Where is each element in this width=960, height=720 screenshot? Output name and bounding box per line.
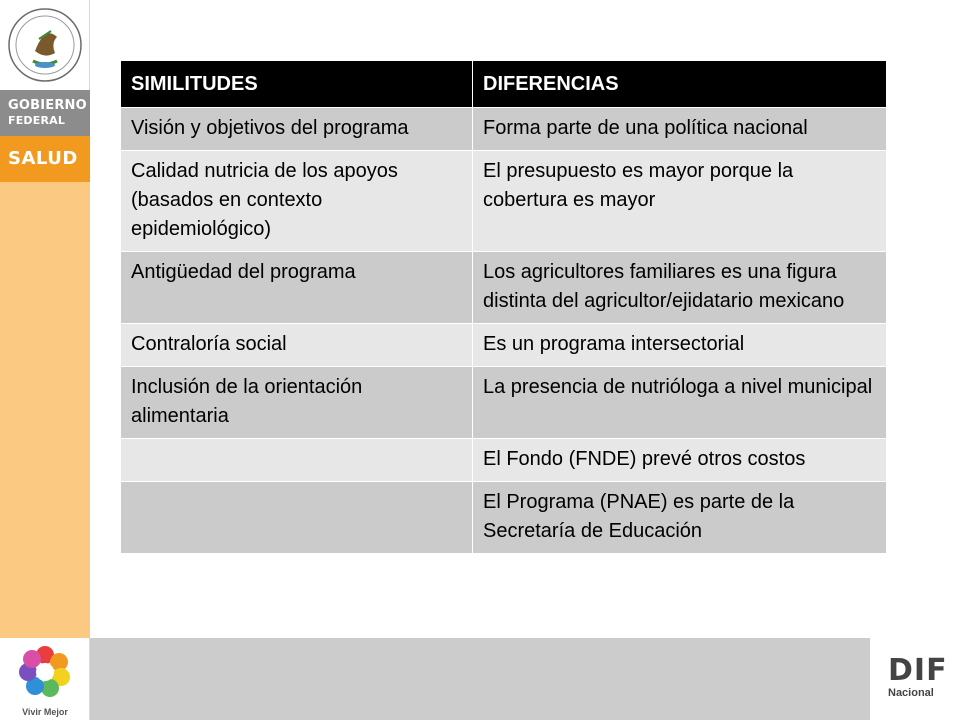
table-row <box>121 482 887 554</box>
diferencia-cell: Es un programa intersectorial <box>473 324 887 367</box>
column-header-similitudes: SIMILITUDES <box>121 61 473 108</box>
left-branding-band <box>0 0 90 720</box>
vivir-mejor-label: Vivir Mejor <box>22 707 68 717</box>
footer-bar <box>90 638 870 720</box>
comparison-table <box>120 60 887 554</box>
table-row <box>121 324 887 367</box>
diferencia-cell: El presupuesto es mayor porque la cobertura es mayor <box>473 151 887 252</box>
table-row <box>121 252 887 324</box>
comparison-table-container <box>120 60 886 554</box>
diferencia-cell: La presencia de nutrióloga a nivel municipal <box>473 367 887 439</box>
vivir-mejor-logo <box>0 638 90 720</box>
similitud-cell: Antigüedad del programa <box>121 252 473 324</box>
salud-label: SALUD <box>0 136 90 182</box>
dif-logo-text: DIF <box>888 653 948 688</box>
similitud-cell <box>121 439 473 482</box>
diferencia-cell: El Programa (PNAE) es parte de la Secretaría de Educación <box>473 482 887 554</box>
diferencia-cell: El Fondo (FNDE) prevé otros costos <box>473 439 887 482</box>
mexican-seal-logo <box>0 0 90 90</box>
similitud-cell <box>121 482 473 554</box>
dif-nacional-logo <box>870 638 960 720</box>
gobierno-federal-logo <box>0 90 90 136</box>
similitud-cell: Calidad nutricia de los apoyos (basados en contexto epidemiológico) <box>121 151 473 252</box>
table-header-row <box>121 61 887 108</box>
diferencia-cell: Forma parte de una política nacional <box>473 108 887 151</box>
eagle-seal-icon <box>5 3 85 87</box>
column-header-diferencias: DIFERENCIAS <box>473 61 887 108</box>
gobierno-label: GOBIERNO <box>8 98 87 113</box>
similitud-cell: Contraloría social <box>121 324 473 367</box>
similitud-cell: Visión y objetivos del programa <box>121 108 473 151</box>
table-row <box>121 367 887 439</box>
orange-strip <box>0 182 90 638</box>
flower-icon <box>18 644 72 698</box>
similitud-cell: Inclusión de la orientación alimentaria <box>121 367 473 439</box>
table-row <box>121 108 887 151</box>
table-row <box>121 151 887 252</box>
table-row <box>121 439 887 482</box>
federal-label: FEDERAL <box>8 114 66 127</box>
diferencia-cell: Los agricultores familiares es una figura distinta del agricultor/ejidatario mexicano <box>473 252 887 324</box>
dif-sub-label: Nacional <box>888 687 934 699</box>
